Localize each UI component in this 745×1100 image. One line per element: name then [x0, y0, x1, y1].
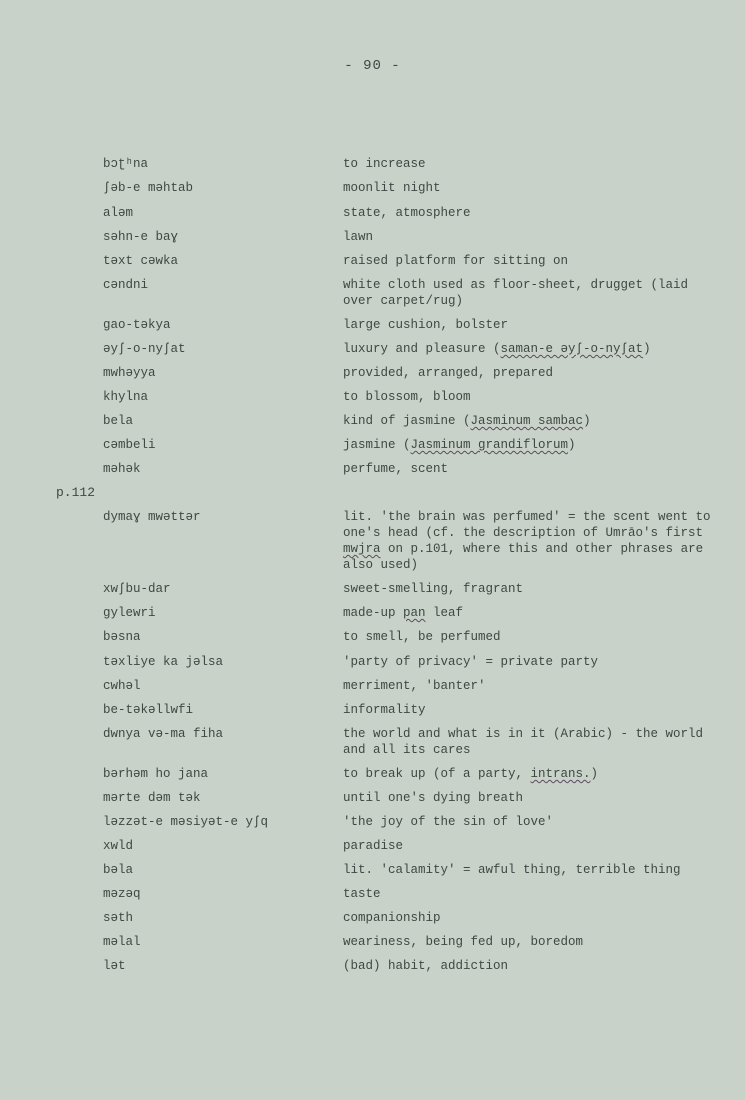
glossary-gloss: to increase [343, 157, 426, 171]
glossary-term: təxliye ka jəlsa [103, 655, 224, 669]
glossary-gloss: 'party of privacy' = private party [343, 655, 599, 669]
glossary-gloss: to blossom, bloom [343, 390, 471, 404]
underlined-term: pan [403, 606, 426, 620]
underlined-term: Jasminum grandiflorum [410, 438, 569, 452]
glossary-term: məhək [103, 462, 141, 476]
glossary-gloss: (bad) habit, addiction [343, 959, 509, 973]
glossary-gloss [343, 437, 723, 453]
glossary-term: gylewri [103, 606, 156, 620]
gloss-text: kind of jasmine ( [343, 414, 471, 428]
glossary-term: lət [103, 959, 126, 973]
glossary-term: be-təkəllwfi [103, 703, 194, 717]
underlined-term: intrans. [530, 767, 591, 781]
glossary-gloss [343, 413, 723, 429]
glossary-term: bela [103, 414, 134, 428]
glossary-gloss: informality [343, 703, 426, 717]
glossary-gloss: raised platform for sitting on [343, 254, 569, 268]
glossary-term: bəla [103, 863, 134, 877]
glossary-term: məlal [103, 935, 141, 949]
glossary-term: səth [103, 911, 134, 925]
gloss-text: leaf [425, 606, 464, 620]
glossary-gloss: until one's dying breath [343, 791, 524, 805]
glossary-term: əyʃ-o-nyʃat [103, 342, 186, 356]
glossary-term: xwld [103, 839, 134, 853]
glossary-term: cəmbeli [103, 438, 156, 452]
glossary-term: səhn-e baɣ [103, 230, 179, 244]
glossary-gloss [343, 341, 723, 357]
glossary-gloss: merriment, 'banter' [343, 679, 486, 693]
glossary-gloss: white cloth used as floor-sheet, drugget (laid over carpet/rug) [343, 278, 689, 308]
glossary-term: məzəq [103, 887, 141, 901]
gloss-text: ) [643, 342, 651, 356]
glossary-term: dwnya və-ma fiha [103, 727, 224, 741]
underlined-term: Jasminum sambac [470, 414, 584, 428]
glossary-term: aləm [103, 206, 134, 220]
glossary-gloss: large cushion, bolster [343, 318, 509, 332]
glossary-term: gao-təkya [103, 318, 171, 332]
glossary-term: cəndni [103, 278, 149, 292]
glossary-gloss: to smell, be perfumed [343, 630, 501, 644]
glossary-term: mwhəyya [103, 366, 156, 380]
glossary-gloss: sweet-smelling, fragrant [343, 582, 524, 596]
glossary-gloss: 'the joy of the sin of love' [343, 815, 554, 829]
glossary-term: bᴐʈʰna [103, 157, 149, 171]
glossary-term: bərhəm ho jana [103, 767, 209, 781]
glossary-term: bəsna [103, 630, 141, 644]
glossary-term: ʃəb-e məhtab [103, 181, 194, 195]
gloss-text: ) [583, 414, 591, 428]
glossary-term: dymaɣ mwəttər [103, 510, 201, 524]
gloss-text: made-up [343, 606, 404, 620]
glossary-gloss [343, 509, 723, 573]
glossary-gloss: the world and what is in it (Arabic) - the world and all its cares [343, 727, 704, 757]
glossary-gloss: state, atmosphere [343, 206, 471, 220]
glossary-term: mərte dəm tək [103, 791, 201, 805]
glossary-gloss: weariness, being fed up, boredom [343, 935, 584, 949]
glossary-term: cwhəl [103, 679, 141, 693]
glossary-gloss: companionship [343, 911, 441, 925]
glossary-term: khylna [103, 390, 149, 404]
gloss-text: on p.101, where this and other phrases are also used) [343, 542, 704, 572]
glossary-gloss: taste [343, 887, 381, 901]
glossary-gloss: provided, arranged, prepared [343, 366, 554, 380]
glossary-gloss: perfume, scent [343, 462, 449, 476]
gloss-text: ) [568, 438, 576, 452]
gloss-text: jasmine ( [343, 438, 411, 452]
glossary-term: ləzzət-e məsiyət-e yʃq [103, 815, 269, 829]
glossary-gloss: moonlit night [343, 181, 441, 195]
underlined-term: saman-e əyʃ-o-nyʃat [500, 342, 644, 356]
glossary-gloss: lawn [343, 230, 374, 244]
glossary-gloss [343, 605, 723, 621]
section-label: p.112 [56, 485, 96, 500]
glossary-term: təxt cəwka [103, 254, 179, 268]
page-number: - 90 - [344, 58, 401, 74]
glossary-term: xwʃbu-dar [103, 582, 171, 596]
gloss-text: lit. 'the brain was perfumed' = the scent went to one's head (cf. the description of Umrāo's first [343, 510, 711, 540]
glossary-gloss [343, 766, 723, 782]
glossary-gloss: paradise [343, 839, 404, 853]
underlined-term: mwjra [343, 542, 381, 556]
gloss-text: ) [590, 767, 599, 781]
gloss-text: luxury and pleasure ( [343, 342, 501, 356]
glossary-gloss: lit. 'calamity' = awful thing, terrible thing [343, 863, 681, 877]
gloss-text: to break up (of a party, [343, 767, 531, 781]
